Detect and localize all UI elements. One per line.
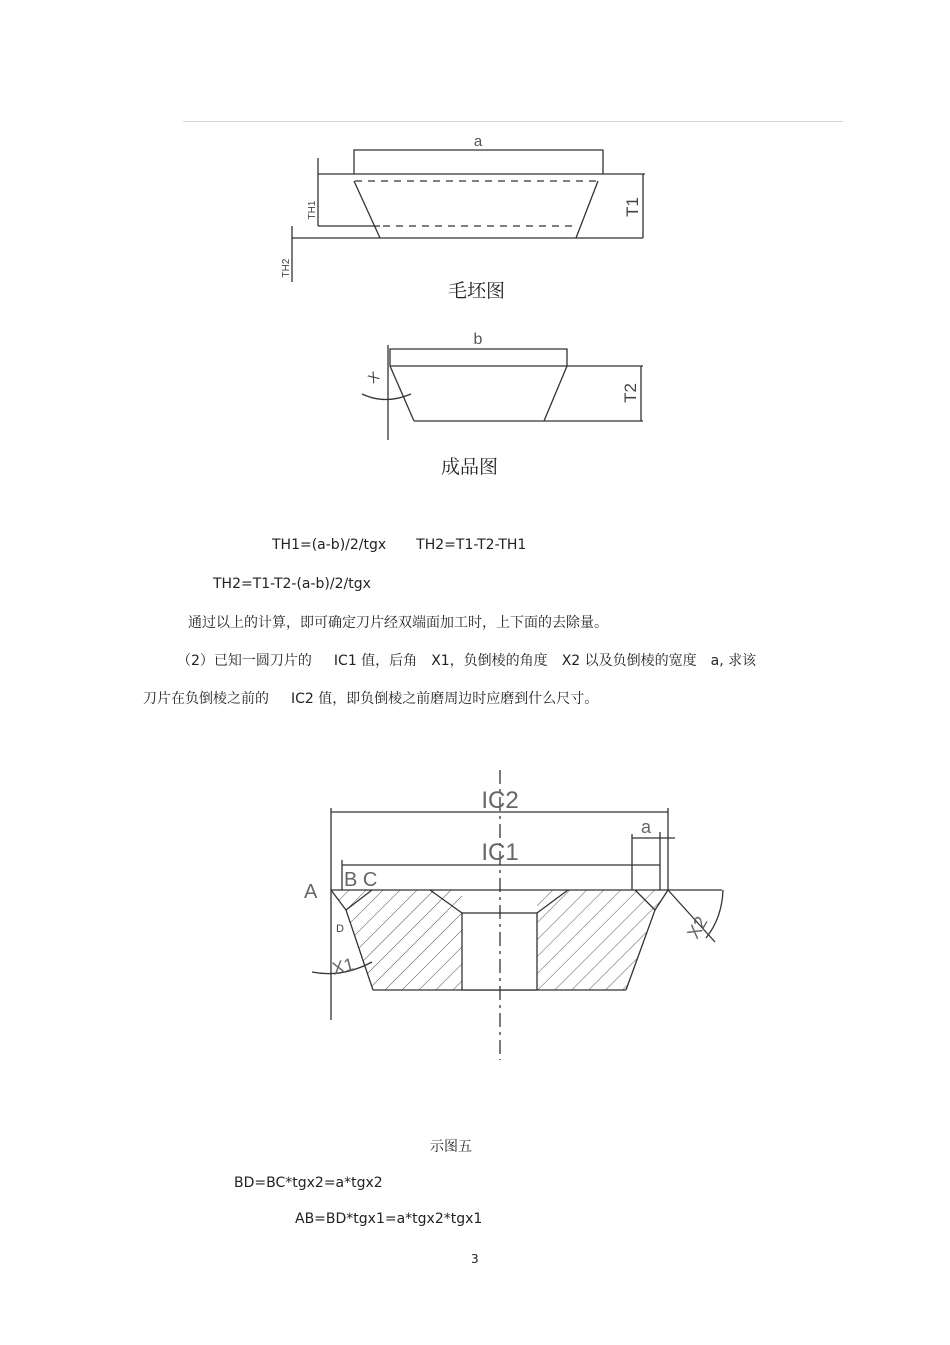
label-D: D	[336, 923, 344, 935]
formula-th1: TH1=(a-b)/2/tgx	[272, 537, 387, 553]
left-hatched-section	[331, 890, 462, 990]
label-a: a	[473, 133, 483, 150]
p2-part-a: （2）已知一圆刀片的	[177, 653, 312, 669]
x2-arc	[706, 890, 723, 938]
right-hatched-section	[537, 890, 668, 990]
p3-part-a: 刀片在负倒棱之前的	[143, 691, 269, 707]
label-b: b	[473, 331, 483, 348]
caption-finished: 成品图	[441, 456, 499, 478]
label-x: X	[364, 368, 383, 387]
p2-part-b: IC1 值，后角	[333, 653, 418, 669]
p3-part-b: IC2 值，即负倒棱之前磨周边时应磨到什么尺寸。	[291, 691, 599, 707]
formula-bd: BD=BC*tgx2=a*tgx2	[234, 1175, 383, 1191]
label-x1: X1	[329, 953, 357, 979]
formula-th2-expanded: TH2=T1-T2-(a-b)/2/tgx	[213, 576, 371, 592]
label-ic1: IC1	[481, 839, 519, 866]
paragraph-1: 通过以上的计算，即可确定刀片经双端面加工时，上下面的去除量。	[188, 615, 608, 631]
label-t1: T1	[623, 197, 642, 217]
label-A: A	[304, 881, 318, 903]
label-th1: TH1	[307, 200, 318, 220]
caption-blank: 毛坯图	[448, 280, 506, 302]
label-t2: T2	[621, 383, 640, 403]
label-ic2: IC2	[481, 787, 519, 814]
p2-part-e: a, 求该	[710, 653, 757, 669]
formula-th2: TH2=T1-T2-TH1	[416, 537, 527, 553]
p2-part-d: X2 以及负倒棱的宽度	[561, 653, 697, 669]
page-number: 3	[471, 1252, 479, 1266]
label-a: a	[640, 817, 652, 837]
label-th2: TH2	[281, 258, 292, 278]
p2-part-c: X1，负倒棱的角度	[431, 653, 548, 669]
caption-figure-5: 示图五	[430, 1139, 472, 1155]
label-BC: B C	[344, 869, 378, 891]
formula-ab: AB=BD*tgx1=a*tgx2*tgx1	[295, 1211, 483, 1227]
label-x2: X2	[683, 912, 712, 942]
